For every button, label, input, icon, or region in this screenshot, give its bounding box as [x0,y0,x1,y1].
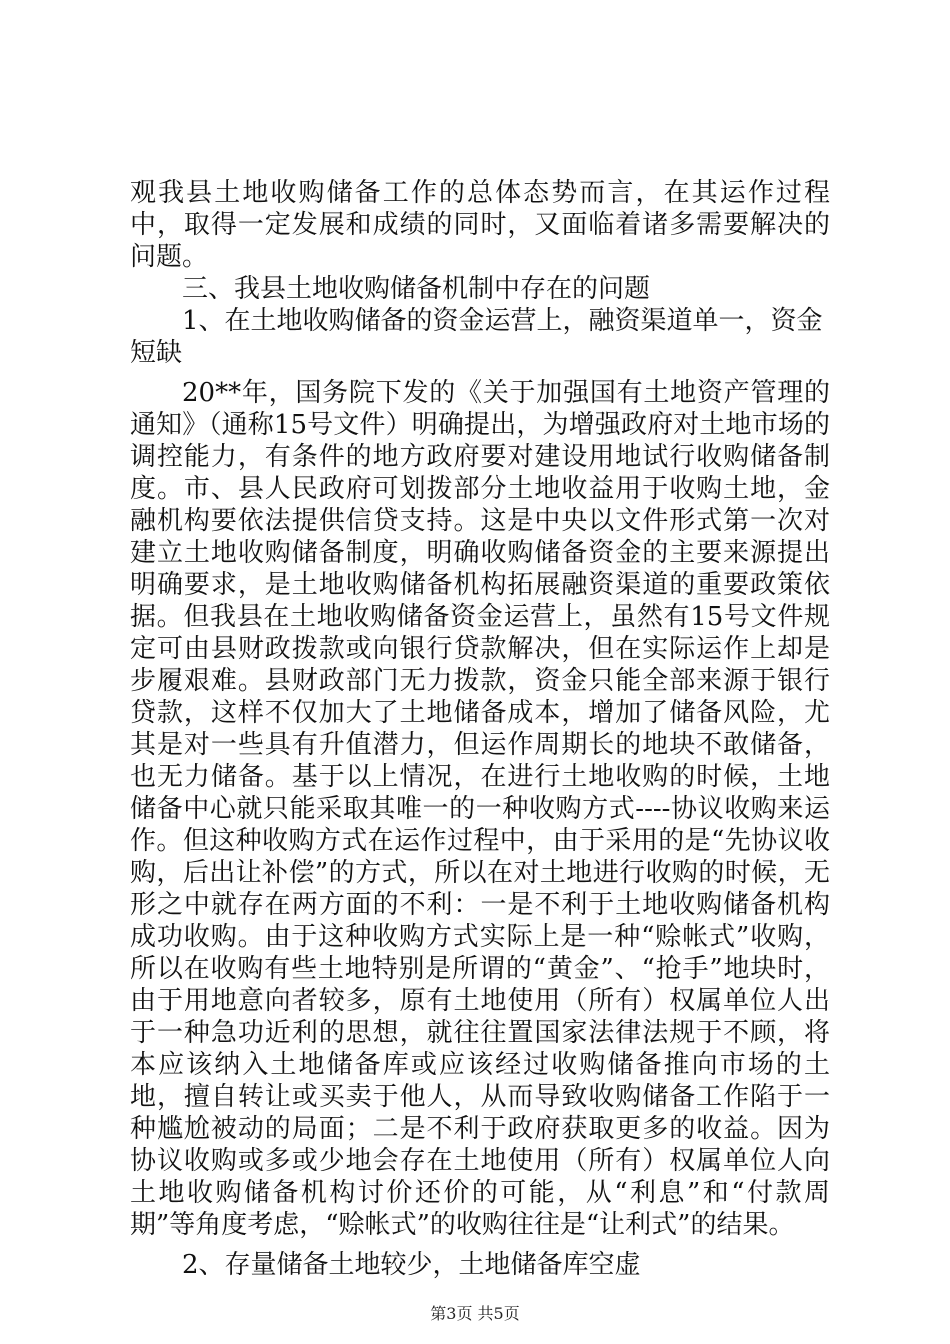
page-footer [0,1304,950,1324]
page-number-label: 第3页 共5页 [430,1304,520,1323]
subheading-3-2: 2、存量储备土地较少，土地储备库空虚 [182,1250,641,1280]
paragraph-continuation: 观我县土地收购储备工作的总体态势而言，在其运作过程中，取得一定发展和成绩的同时，又面临着诸多需要解决的问题。 [130,178,830,272]
document-body [130,177,830,1281]
section-heading-3: 三、我县土地收购储备机制中存在的问题 [182,274,651,304]
subheading-3-1: 1、在土地收购储备的资金运营上，融资渠道单一，资金短缺 [130,306,823,368]
paragraph-funding-issue: 20**年，国务院下发的《关于加强国有土地资产管理的通知》（通称15号文件）明确提出，为增强政府对土地市场的调控能力，有条件的地方政府要对建设用地试行收购储备制度。市、县人民政府可划拨部分土地收益用于收购土地，金融机构要依法提供信贷支持。这是中央以文件形式第一次对建立土地收购储备制度，明确收购储备资金的主要来源提出明确要求，是土地收购储备机构拓展融资渠道的重要政策依据。但我县在土地收购储备资金运营上，虽然有15号文件规定可由县财政拨款或向银行贷款解决，但在实际运作上却是步履艰难。县财政部门无力拨款，资金只能全部来源于银行贷款，这样不仅加大了土地储备成本，增加了储备风险，尤其是对一些具有升值潜力，但运作周期长的地块不敢储备，也无力储备。基于以上情况，在进行土地收购的时候，土地储备中心就只能采取其唯一的一种收购方式----协议收购来运作。但这种收购方式在运作过程中，由于采用的是“先协议收购，后出让补偿”的方式，所以在对土地进行收购的时候，无形之中就存在两方面的不利：一是不利于土地收购储备机构成功收购。由于这种收购方式实际上是一种“赊帐式”收购，所以在收购有些土地特别是所谓的“黄金”、“抢手”地块时，由于用地意向者较多，原有土地使用（所有）权属单位人出于一种急功近利的思想，就往往置国家法律法规于不顾，将本应该纳入土地储备库或应该经过收购储备推向市场的土地，擅自转让或买卖于他人，从而导致收购储备工作陷于一种尴尬被动的局面；二是不利于政府获取更多的收益。因为协议收购或多或少地会存在土地使用（所有）权属单位人向土地收购储备机构讨价还价的可能，从“利息”和“付款周期”等角度考虑，“赊帐式”的收购往往是“让利式”的结果。 [130,378,830,1240]
